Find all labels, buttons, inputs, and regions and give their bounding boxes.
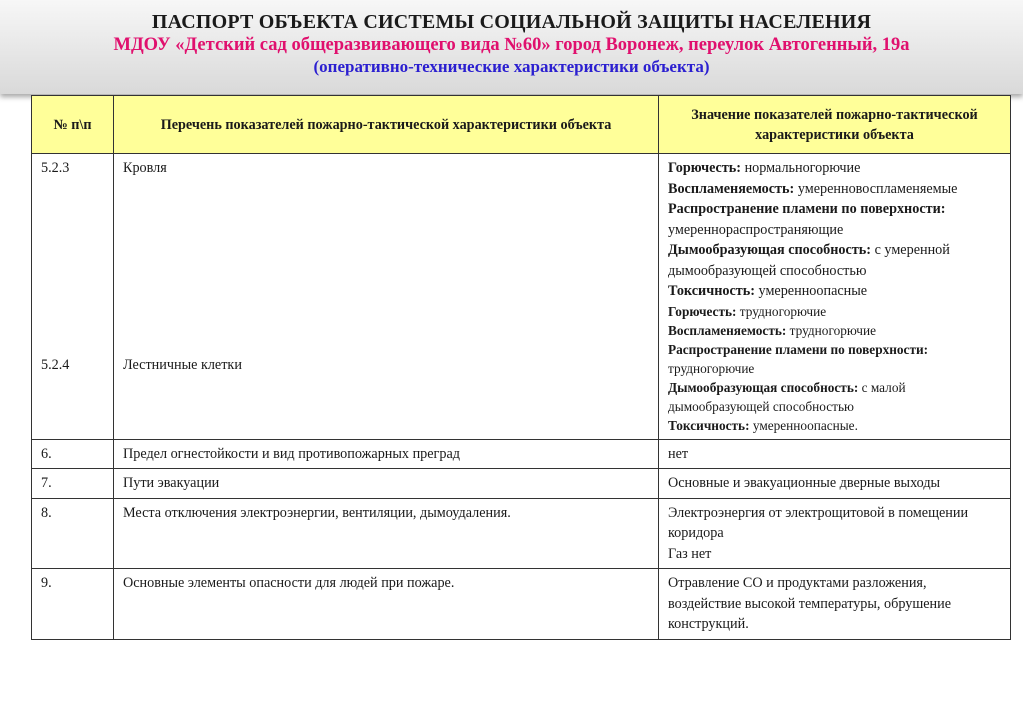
- page-note: (оперативно-технические характеристики объекта): [313, 57, 710, 76]
- row-value-cell: [659, 498, 1011, 569]
- table-row: [32, 498, 1011, 569]
- column-header-value: Значение показателей пожарно-тактической характеристики объекта: [659, 96, 1011, 154]
- row-name-cell: [114, 154, 659, 440]
- page-subtitle: МДОУ «Детский сад общеразвивающего вида №60» город Воронеж, переулок Автогенный, 19а: [113, 35, 910, 55]
- row-value: Основные и эвакуационные дверные выходы: [659, 469, 1011, 499]
- stairwell-values: Горючесть: трудногорючие Воспламеняемость: трудногорючие Распространение пламени по поверхности: трудногорючие Дымообразующая способность: с малой дымообразующей способностью Токсичность: умеренноопасные.: [668, 303, 929, 433]
- row-name: Предел огнестойкости и вид противопожарных преград: [114, 439, 659, 469]
- row-number-cell: [32, 154, 114, 440]
- table-row: [32, 154, 1011, 440]
- slide-header: [0, 0, 1023, 94]
- page-title: ПАСПОРТ ОБЪЕКТА СИСТЕМЫ СОЦИАЛЬНОЙ ЗАЩИТЫ НАСЕЛЕНИЯ: [151, 11, 872, 33]
- row-number: 7.: [32, 469, 114, 499]
- row-name: Кровля: [123, 160, 167, 176]
- row-number: 6.: [32, 439, 114, 469]
- characteristics-table: [31, 95, 1011, 640]
- row-number: 5.2.4: [41, 356, 70, 373]
- row-name: Лестничные клетки: [123, 356, 242, 373]
- table-header-row: [32, 96, 1011, 154]
- row-name: Основные элементы опасности для людей при пожаре.: [114, 569, 659, 640]
- row-value: нет: [659, 439, 1011, 469]
- column-header-number: № п\п: [32, 96, 114, 154]
- table-row: [32, 439, 1011, 469]
- row-value: Отравление СО и продуктами разложения, воздействие высокой температуры, обрушение конструкций.: [659, 569, 1011, 640]
- row-name: Места отключения электроэнергии, вентиляции, дымоудаления.: [114, 498, 659, 569]
- row-number: 8.: [32, 498, 114, 569]
- row-number: 5.2.3: [41, 160, 70, 176]
- row-number: 9.: [32, 569, 114, 640]
- row-value: Газ нет: [668, 545, 712, 562]
- row-value-cell: [659, 154, 1011, 440]
- row-name: Пути эвакуации: [114, 469, 659, 499]
- row-value: Электроэнергия от электрощитовой в помещении коридора: [668, 504, 969, 541]
- table-row: [32, 569, 1011, 640]
- table-row: [32, 469, 1011, 499]
- roof-values: Горючесть: нормальногорючие Воспламеняемость: умеренновоспламеняемые Распространение пламени по поверхности: умереннораспространяющие Дымообразующая способность: с умеренной дымообразующей способностью Токсичность: умеренноопасные: [668, 160, 958, 299]
- column-header-indicator: Перечень показателей пожарно-тактической характеристики объекта: [114, 96, 659, 154]
